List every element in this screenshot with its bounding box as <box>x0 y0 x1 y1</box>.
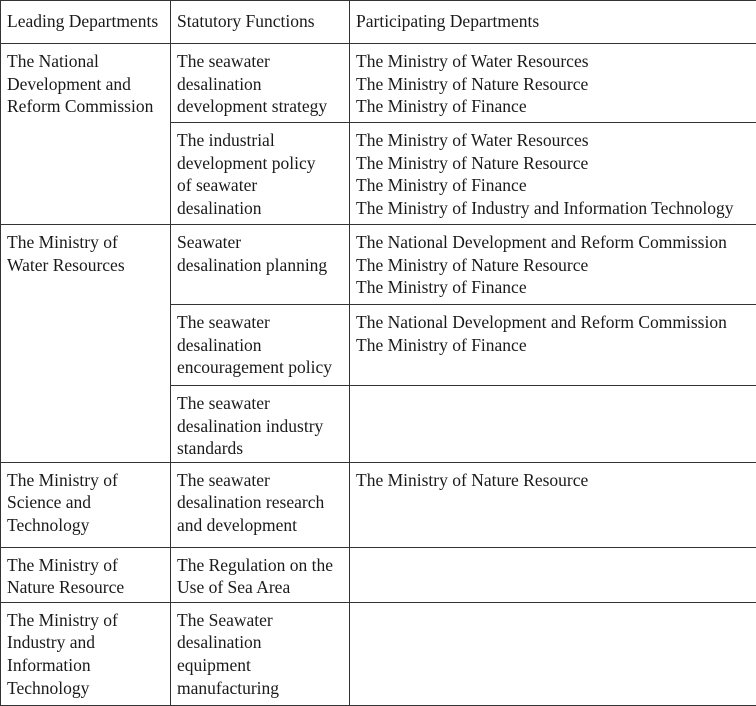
table-body <box>1 44 756 706</box>
participating-departments-cell <box>350 602 756 705</box>
table-row <box>1 225 756 305</box>
participating-departments-cell <box>350 123 756 225</box>
statutory-function-text: Seawater <box>177 231 347 254</box>
statutory-function-text: desalination <box>177 197 347 220</box>
statutory-function-text: The seawater <box>177 50 347 73</box>
statutory-function-text: of seawater <box>177 174 347 197</box>
header-participating-departments: Participating Departments <box>350 1 756 44</box>
participating-departments-cell <box>350 225 756 305</box>
statutory-function-text: The Seawater <box>177 609 347 632</box>
participating-department-text: The National Development and Reform Commission <box>356 311 754 334</box>
statutory-function-text: desalination industry <box>177 415 347 438</box>
statutory-function-text: Use of Sea Area <box>177 576 347 599</box>
leading-department-text: The Ministry of <box>7 231 168 254</box>
statutory-function-text: desalination <box>177 631 347 654</box>
leading-department-text: The Ministry of <box>7 554 168 577</box>
header-leading-departments: Leading Departments <box>1 1 171 44</box>
leading-department-text: Water Resources <box>7 254 168 277</box>
participating-department-text: The Ministry of Finance <box>356 276 754 299</box>
participating-department-text: The Ministry of Water Resources <box>356 129 754 152</box>
statutory-function-text: desalination <box>177 334 347 357</box>
participating-department-text: The Ministry of Industry and Information Technology <box>356 197 754 220</box>
leading-department-text: Development and <box>7 73 168 96</box>
statutory-function-text: encouragement policy <box>177 356 347 379</box>
statutory-function-text: The seawater <box>177 311 347 334</box>
statutory-function-cell <box>171 547 350 602</box>
leading-department-text: The Ministry of <box>7 469 168 492</box>
participating-department-text: The Ministry of Finance <box>356 95 754 118</box>
statutory-function-text: The seawater <box>177 392 347 415</box>
statutory-function-text: The industrial <box>177 129 347 152</box>
leading-department-text: The Ministry of <box>7 609 168 632</box>
leading-department-text: Technology <box>7 514 168 537</box>
table-row <box>1 602 756 705</box>
participating-department-text: The Ministry of Nature Resource <box>356 469 754 492</box>
statutory-function-cell <box>171 386 350 463</box>
leading-department-text: Science and <box>7 491 168 514</box>
leading-department-text: Reform Commission <box>7 95 168 118</box>
leading-department-text: Technology <box>7 677 168 700</box>
table-row <box>1 462 756 547</box>
statutory-function-text: desalination planning <box>177 254 347 277</box>
participating-department-text: The Ministry of Finance <box>356 334 754 357</box>
leading-department-cell <box>1 225 171 463</box>
statutory-function-text: development policy <box>177 152 347 175</box>
leading-department-text: Industry and <box>7 631 168 654</box>
participating-departments-cell <box>350 44 756 123</box>
statutory-function-cell <box>171 225 350 305</box>
leading-department-text: The National <box>7 50 168 73</box>
participating-department-text: The Ministry of Finance <box>356 174 754 197</box>
leading-department-cell <box>1 547 171 602</box>
participating-department-text: The Ministry of Nature Resource <box>356 152 754 175</box>
leading-department-cell <box>1 44 171 225</box>
statutory-function-cell <box>171 462 350 547</box>
participating-department-text: The Ministry of Nature Resource <box>356 73 754 96</box>
statutory-function-text: The Regulation on the <box>177 554 347 577</box>
statutory-function-text: equipment <box>177 654 347 677</box>
statutory-function-cell <box>171 44 350 123</box>
leading-department-text: Information <box>7 654 168 677</box>
statutory-function-text: and development <box>177 514 347 537</box>
participating-departments-cell <box>350 547 756 602</box>
statutory-function-text: The seawater <box>177 469 347 492</box>
statutory-function-text: development strategy <box>177 95 347 118</box>
leading-department-cell <box>1 462 171 547</box>
statutory-function-cell <box>171 305 350 386</box>
header-statutory-functions: Statutory Functions <box>171 1 350 44</box>
statutory-function-text: desalination research <box>177 491 347 514</box>
participating-department-text: The Ministry of Water Resources <box>356 50 754 73</box>
leading-department-cell <box>1 602 171 705</box>
participating-departments-cell <box>350 305 756 386</box>
participating-departments-cell <box>350 386 756 463</box>
header-row <box>1 1 756 44</box>
leading-department-text: Nature Resource <box>7 576 168 599</box>
statutory-function-text: manufacturing <box>177 677 347 700</box>
participating-department-text: The National Development and Reform Commission <box>356 231 754 254</box>
table-row <box>1 547 756 602</box>
participating-departments-cell <box>350 462 756 547</box>
statutory-function-text: desalination <box>177 73 347 96</box>
statutory-function-cell <box>171 123 350 225</box>
statutory-function-text: standards <box>177 437 347 460</box>
table-row <box>1 44 756 123</box>
participating-department-text: The Ministry of Nature Resource <box>356 254 754 277</box>
statutory-function-cell <box>171 602 350 705</box>
